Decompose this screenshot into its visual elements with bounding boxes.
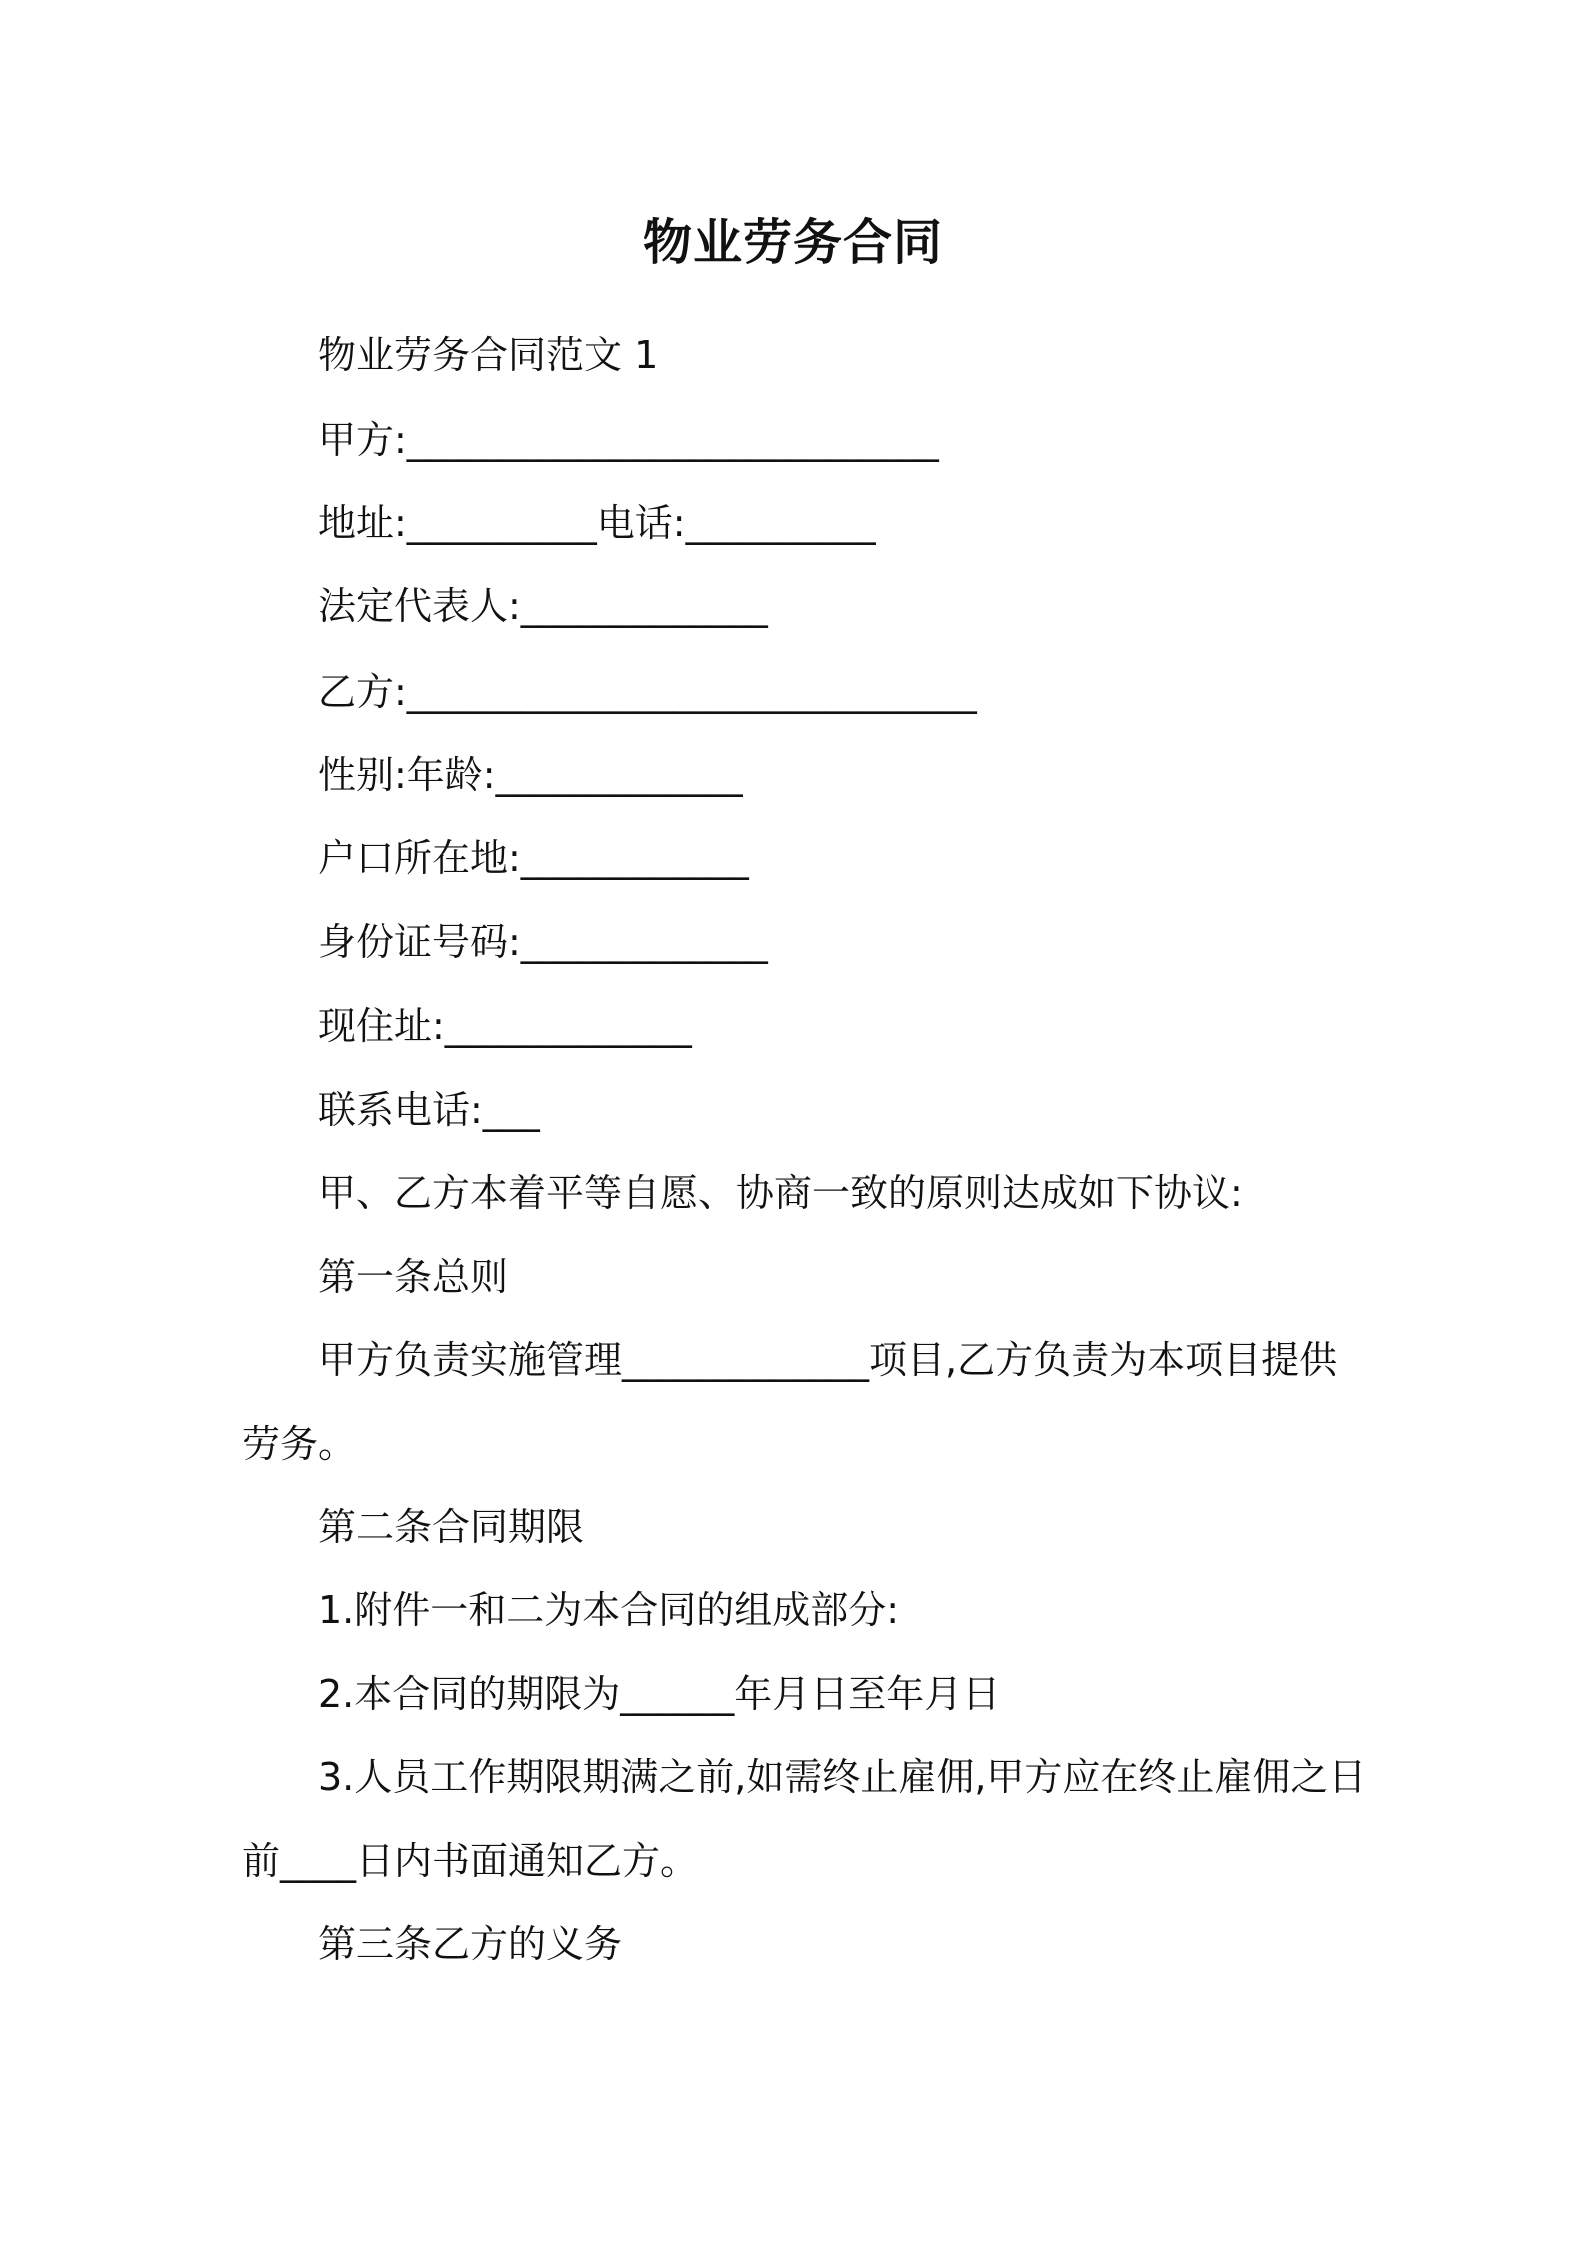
legal-representative-field: 法定代表人:_____________: [318, 584, 768, 628]
address-phone-field: 地址:__________电话:__________: [318, 501, 876, 545]
article-3-heading: 第三条乙方的义务: [318, 1922, 623, 1966]
party-b-field: 乙方:______________________________: [318, 670, 977, 714]
article-2-item-3-line-1: 3.人员工作期限期满之前,如需终止雇佣,甲方应在终止雇佣之日: [318, 1755, 1367, 1799]
section-heading-sample: 物业劳务合同范文 1: [318, 333, 659, 377]
article-1-heading: 第一条总则: [318, 1255, 509, 1299]
article-1-text-line-1: 甲方负责实施管理_____________项目,乙方负责为本项目提供: [318, 1338, 1338, 1382]
agreement-intro: 甲、乙方本着平等自愿、协商一致的原则达成如下协议:: [318, 1171, 1243, 1215]
article-2-item-1: 1.附件一和二为本合同的组成部分:: [318, 1588, 900, 1632]
id-number-field: 身份证号码:_____________: [318, 920, 768, 964]
document-title: 物业劳务合同: [642, 214, 943, 271]
current-address-field: 现住址:_____________: [318, 1004, 692, 1048]
household-registration-field: 户口所在地:____________: [318, 836, 749, 880]
article-2-item-2: 2.本合同的期限为______年月日至年月日: [318, 1672, 1001, 1716]
contact-phone-field: 联系电话:___: [318, 1088, 540, 1132]
article-1-text-line-2: 劳务。: [242, 1422, 357, 1466]
party-a-field: 甲方:____________________________: [318, 418, 939, 462]
article-2-item-3-line-2: 前____日内书面通知乙方。: [242, 1839, 699, 1883]
article-2-heading: 第二条合同期限: [318, 1505, 585, 1549]
gender-age-field: 性别:年龄:_____________: [318, 753, 743, 797]
